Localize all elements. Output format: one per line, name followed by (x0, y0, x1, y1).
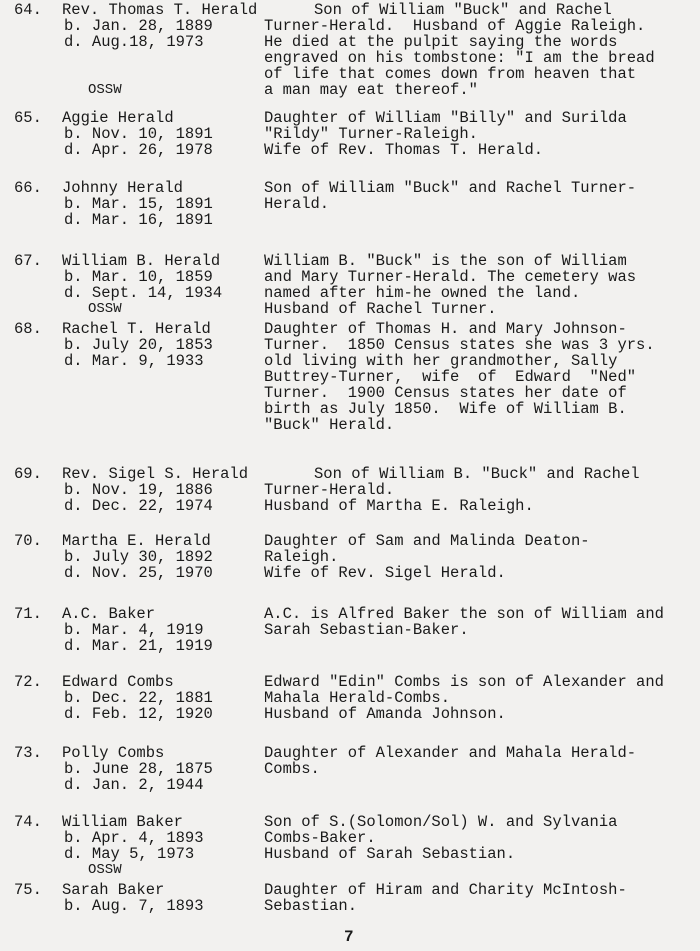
entry-note-line: Combs-Baker. (264, 829, 376, 847)
death-date: d. Apr. 26, 1978 (64, 141, 213, 159)
entry-note-line: Herald. (264, 195, 330, 213)
death-date: d. Mar. 16, 1891 (64, 211, 213, 229)
death-date: d. Sept. 14, 1934 (64, 284, 223, 302)
entry-note-line: Husband of Martha E. Raleigh. (264, 497, 534, 515)
entry-number: 67. (14, 252, 42, 270)
birth-date: b. Apr. 4, 1893 (64, 829, 204, 847)
ossw-marker: OSSW (88, 862, 122, 878)
entry-note-line: Daughter of Hiram and Charity McIntosh- (264, 881, 627, 899)
entry-note-line: Mahala Herald-Combs. (264, 689, 451, 707)
entry-name: Johnny Herald (62, 179, 183, 197)
birth-date: b. July 20, 1853 (64, 336, 213, 354)
entry-note-line: Combs. (264, 760, 320, 778)
entry-note-line: Raleigh. (264, 548, 339, 566)
birth-date: b. Jan. 28, 1889 (64, 17, 213, 35)
birth-date: b. Dec. 22, 1881 (64, 689, 213, 707)
entry-number: 64. (14, 1, 42, 19)
entry-note-line: birth as July 1850. Wife of William B. (264, 400, 627, 418)
entry-note-line: and Mary Turner-Herald. The cemetery was (264, 268, 637, 286)
entry-name: A.C. Baker (62, 605, 156, 623)
entry-note-line: Son of William "Buck" and Rachel (314, 1, 612, 19)
entry-note-line: Husband of Amanda Johnson. (264, 705, 506, 723)
death-date: d. May 5, 1973 (64, 845, 195, 863)
entry-number: 70. (14, 532, 42, 550)
birth-date: b. Mar. 4, 1919 (64, 621, 204, 639)
entry-note-line: named after him-he owned the land. (264, 284, 581, 302)
birth-date: b. Mar. 10, 1859 (64, 268, 213, 286)
entry-note-line: Husband of Rachel Turner. (264, 300, 497, 318)
entry-note-line: old living with her grandmother, Sally (264, 352, 618, 370)
entry-name: Martha E. Herald (62, 532, 211, 550)
entry-name: William Baker (62, 813, 183, 831)
entry-note-line: "Rildy" Turner-Raleigh. (264, 125, 478, 143)
entry-note-line: Husband of Sarah Sebastian. (264, 845, 516, 863)
entry-note-line: Sebastian. (264, 897, 358, 915)
entry-name: Rev. Thomas T. Herald (62, 1, 258, 19)
entry-number: 66. (14, 179, 42, 197)
ossw-marker: OSSW (88, 301, 122, 317)
page-number: 7 (344, 928, 354, 946)
entry-note-line: Buttrey-Turner, wife of Edward "Ned" (264, 368, 637, 386)
entry-note-line: "Buck" Herald. (264, 416, 395, 434)
entry-note-line: William B. "Buck" is the son of William (264, 252, 627, 270)
entry-note-line: of life that comes down from heaven that (264, 65, 637, 83)
entry-note-line: Sarah Sebastian-Baker. (264, 621, 469, 639)
entry-note-line: Son of William "Buck" and Rachel Turner- (264, 179, 637, 197)
entry-note-line: Daughter of Thomas H. and Mary Johnson- (264, 320, 627, 338)
entry-note-line: A.C. is Alfred Baker the son of William and (264, 605, 664, 623)
entry-note-line: Turner-Herald. (264, 481, 395, 499)
death-date: d. Nov. 25, 1970 (64, 564, 213, 582)
entry-note-line: Daughter of William "Billy" and Surilda (264, 109, 627, 127)
entry-name: Polly Combs (62, 744, 165, 762)
entry-number: 69. (14, 465, 42, 483)
entry-note-line: Wife of Rev. Sigel Herald. (264, 564, 506, 582)
death-date: d. Mar. 9, 1933 (64, 352, 204, 370)
entry-name: Rev. Sigel S. Herald (62, 465, 249, 483)
birth-date: b. Nov. 10, 1891 (64, 125, 213, 143)
birth-date: b. Mar. 15, 1891 (64, 195, 213, 213)
entry-name: Rachel T. Herald (62, 320, 211, 338)
entry-note-line: Son of S.(Solomon/Sol) W. and Sylvania (264, 813, 618, 831)
death-date: d. Dec. 22, 1974 (64, 497, 213, 515)
entry-note-line: Son of William B. "Buck" and Rachel (314, 465, 640, 483)
entry-note-line: Turner-Herald. Husband of Aggie Raleigh. (264, 17, 646, 35)
birth-date: b. Nov. 19, 1886 (64, 481, 213, 499)
entry-name: Sarah Baker (62, 881, 165, 899)
entry-name: Edward Combs (62, 673, 174, 691)
entry-note-line: a man may eat thereof." (264, 81, 478, 99)
ossw-marker: OSSW (88, 82, 122, 98)
entry-note-line: Edward "Edin" Combs is son of Alexander and (264, 673, 664, 691)
entry-name: William B. Herald (62, 252, 221, 270)
entry-note-line: Wife of Rev. Thomas T. Herald. (264, 141, 544, 159)
entry-note-line: Turner. 1850 Census states she was 3 yrs. (264, 336, 655, 354)
death-date: d. Mar. 21, 1919 (64, 637, 213, 655)
death-date: d. Feb. 12, 1920 (64, 705, 213, 723)
entry-note-line: Turner. 1900 Census states her date of (264, 384, 627, 402)
entry-number: 73. (14, 744, 42, 762)
entry-note-line: engraved on his tombstone: "I am the bread (264, 49, 655, 67)
birth-date: b. Aug. 7, 1893 (64, 897, 204, 915)
birth-date: b. July 30, 1892 (64, 548, 213, 566)
death-date: d. Aug.18, 1973 (64, 33, 204, 51)
entry-note-line: Daughter of Alexander and Mahala Herald- (264, 744, 637, 762)
entry-number: 65. (14, 109, 42, 127)
death-date: d. Jan. 2, 1944 (64, 776, 204, 794)
entry-number: 72. (14, 673, 42, 691)
entry-number: 71. (14, 605, 42, 623)
entry-number: 75. (14, 881, 42, 899)
entry-number: 68. (14, 320, 42, 338)
entry-note-line: Daughter of Sam and Malinda Deaton- (264, 532, 590, 550)
entry-number: 74. (14, 813, 42, 831)
birth-date: b. June 28, 1875 (64, 760, 213, 778)
entry-note-line: He died at the pulpit saying the words (264, 33, 618, 51)
entry-name: Aggie Herald (62, 109, 174, 127)
